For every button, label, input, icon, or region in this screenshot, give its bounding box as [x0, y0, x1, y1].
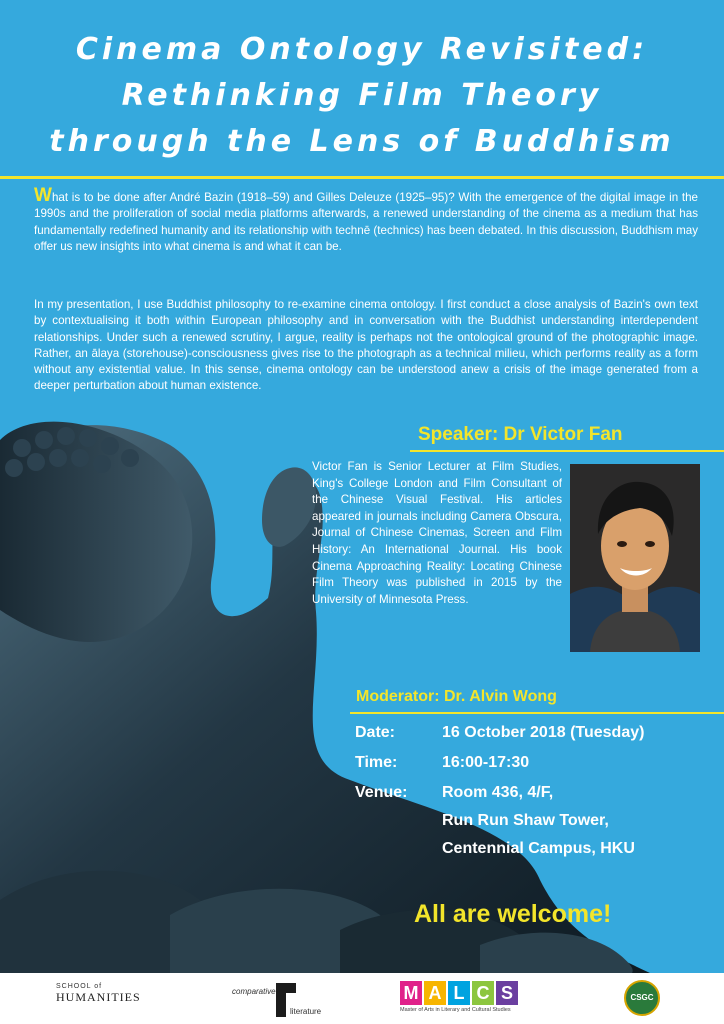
- title-line-1: Cinema Ontology Revisited:: [75, 32, 649, 67]
- abstract-paragraph-2: In my presentation, I use Buddhist philosophy to re-examine cinema ontology. I first conduct a close analysis of Bazin's own text by contextualising it both within European philosophy and in conversation with the Buddhist understanding interdependent relationships. Under such a renewed scrutiny, I argue, reality is perhaps not the ontological ground of the photographic image. Rather, an ālaya (storehouse)-consciousness gives rise to the photograph as a technical milieu, which performs reality as a form without any existential value. In this sense, cinema ontology can be understood anew a crisis of the image generated from a deeper perturbation about human existence.: [34, 298, 698, 393]
- complit-logo-line-2: literature: [290, 1007, 322, 1016]
- comparative-literature-logo: [232, 981, 322, 1021]
- date-value: 16 October 2018 (Tuesday): [442, 724, 645, 741]
- title-line-3: through the Lens of Buddhism: [49, 124, 675, 159]
- time-label: Time:: [355, 754, 398, 771]
- complit-block-icon: [286, 983, 296, 993]
- moderator-divider: [350, 712, 724, 714]
- welcome-message: All are welcome!: [414, 900, 612, 928]
- moderator-heading: Moderator: Dr. Alvin Wong: [356, 688, 557, 705]
- malcs-letter-m: M: [400, 981, 422, 1005]
- title-line-2: Rethinking Film Theory: [121, 78, 603, 113]
- humanities-logo-line-2: HUMANITIES: [56, 990, 141, 1004]
- malcs-letter-c: C: [472, 981, 494, 1005]
- time-value: 16:00-17:30: [442, 754, 530, 771]
- drop-cap: W: [34, 185, 52, 206]
- venue-label: Venue:: [355, 784, 408, 801]
- malcs-letter-s: S: [496, 981, 518, 1005]
- venue-line-2: Run Run Shaw Tower,: [442, 812, 609, 829]
- abstract-paragraph-1-text: hat is to be done after André Bazin (1918–59) and Gilles Deleuze (1925–95)? With the emergence of the digital image in the 1990s and the proliferation of social media platforms afterwards, a renewed understanding of the cinema as a medium that has fundamentally redefined humanity and its relationship with technē (technics) has been debated. In this discussion, Buddhism may offer us new insights into what cinema is and what it can be.: [34, 191, 698, 253]
- malcs-letters: [400, 981, 524, 1005]
- csgc-logo-text: CSGC: [630, 993, 654, 1002]
- date-label: Date:: [355, 724, 396, 741]
- venue-line-3: Centennial Campus, HKU: [442, 840, 635, 857]
- malcs-caption: Master of Arts in Literary and Cultural Studies: [400, 1007, 511, 1013]
- speaker-photo: [570, 464, 700, 652]
- malcs-letter-a: A: [424, 981, 446, 1005]
- speaker-heading: Speaker: Dr Victor Fan: [418, 424, 623, 445]
- malcs-letter-l: L: [448, 981, 470, 1005]
- footer-logo-bar: [0, 973, 724, 1024]
- speaker-bio: Victor Fan is Senior Lecturer at Film Studies, King's College London and Film Consultant of the Chinese Visual Festival. His articles appeared in journals including Camera Obscura, Journal of Chinese Cinemas, Screen and Film History: An International Journal. His book Cinema Approaching Reality: Locating Chinese Film Theory was published in 2015 by the University of Minnesota Press.: [312, 460, 562, 606]
- venue-line-1: Room 436, 4/F,: [442, 784, 554, 801]
- complit-logo-line-1: comparative: [232, 987, 276, 996]
- school-of-humanities-logo: [56, 983, 156, 1005]
- humanities-logo-line-1: SCHOOL of: [56, 983, 103, 990]
- malcs-logo: [400, 981, 524, 1013]
- complit-bar-icon: [276, 983, 286, 1017]
- csgc-logo: [624, 980, 660, 1016]
- speaker-divider: [410, 450, 724, 452]
